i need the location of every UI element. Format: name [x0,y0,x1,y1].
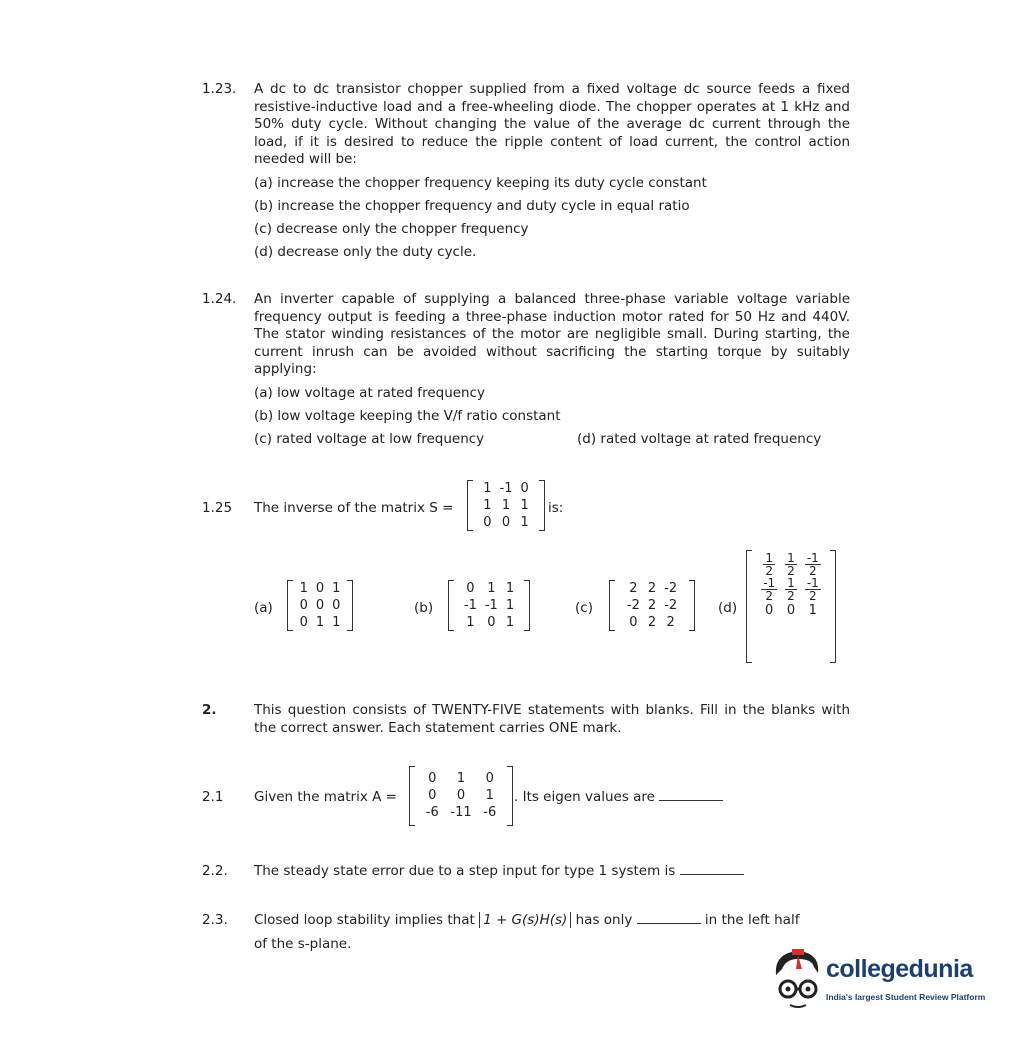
logo-wordmark: collegedunia [826,955,973,983]
section-text: This question consists of TWENTY-FIVE statements with blanks. Fill in the blanks with the correct answer. Each statement carries ONE mark. [254,702,850,736]
answer-blank [680,873,744,875]
question-pre: Closed loop stability implies that [254,912,475,928]
option-c: (c) rated voltage at low frequency [254,431,485,447]
matrix-cell: 2 [647,598,657,613]
matrix-cell: 1 [505,598,515,613]
section-number: 2. [202,702,217,718]
matrix-cell: -2 [664,581,678,596]
matrix-cell: 0 [487,615,496,630]
matrix-cell: 0 [428,788,437,803]
matrix-cell: 1 [332,581,341,596]
option-b: (b) low voltage keeping the V/f ratio constant [254,408,561,424]
matrix-cell: -1 [499,481,513,496]
matrix-cell: 1 [808,603,817,618]
question-number: 1.25 [202,500,233,516]
matrix-cell: -6 [483,805,497,820]
matrix-cell: 2 [666,615,675,630]
matrix-cell: -11 [450,805,472,820]
matrix-cell: 0 [466,581,475,596]
question-number: 1.24. [202,291,237,307]
matrix-cell: 0 [483,515,492,530]
answer-blank [659,799,723,801]
matrix-cell: 0 [332,598,341,613]
question-text: The inverse of the matrix S = [254,500,454,516]
option-d-matrix [746,550,836,663]
matrix-cell: 1 [466,615,475,630]
matrix-cell: 0 [315,581,325,596]
matrix-cell: 1 [520,515,529,530]
matrix-a [409,766,513,826]
question-number: 1.23. [202,81,237,97]
matrix-cell: 0 [765,603,774,618]
option-c: (c) decrease only the chopper frequency [254,221,529,237]
option-a: (a) increase the chopper frequency keeping its duty cycle constant [254,175,707,191]
matrix-cell: $\frac{1}{2}$ [765,551,773,578]
matrix-cell: 1 [456,771,466,786]
option-c-label: (c) [575,600,593,616]
matrix-cell: 0 [315,598,325,613]
matrix-cell: 1 [483,481,492,496]
matrix-cell: $\frac{1}{2}$ [787,576,795,603]
question-sentence: The steady state error due to a step input for type 1 system is [254,863,676,879]
option-a: (a) low voltage at rated frequency [254,385,486,401]
matrix-cell: 0 [501,515,511,530]
matrix-cell: 2 [647,615,657,630]
matrix-cell: -2 [664,598,678,613]
matrix-cell: $\frac{-1}{2}$ [806,551,819,578]
question-line2: of the s-plane. [254,936,352,952]
matrix-cell: 2 [647,581,657,596]
option-b-label: (b) [414,600,434,616]
matrix-s [467,480,545,531]
option-a-label: (a) [254,600,273,616]
question-text [254,912,854,928]
option-d: (d) rated voltage at rated frequency [577,431,822,447]
matrix-cell: $\frac{1}{2}$ [787,551,795,578]
matrix-cell: -1 [463,598,477,613]
matrix-cell: 0 [520,481,529,496]
matrix-cell: 0 [485,771,494,786]
question-text: Given the matrix A = [254,789,397,805]
collegedunia-logo [768,945,993,1015]
option-c-matrix [609,580,695,631]
option-a-matrix [287,580,353,631]
answer-blank [637,922,701,924]
mascot-icon [768,945,828,1013]
matrix-cell: 0 [456,788,466,803]
matrix-cell: 0 [629,615,638,630]
question-number: 2.1 [202,789,224,805]
matrix-cell: 1 [315,615,325,630]
bracket-expression [479,912,571,928]
logo-tagline: India's largest Student Review Platform [826,992,986,1002]
matrix-cell: 2 [629,581,638,596]
matrix-cell: -1 [484,598,498,613]
question-suffix: is: [548,500,564,516]
question-text [254,863,744,879]
matrix-cell: 0 [786,603,796,618]
option-b-matrix [448,580,530,631]
suffix-text: . Its eigen values are [514,789,655,805]
question-suffix [514,789,723,805]
matrix-cell: 1 [487,581,496,596]
matrix-cell: 1 [501,498,511,513]
question-number: 2.3. [202,912,228,928]
option-b: (b) increase the chopper frequency and duty cycle in equal ratio [254,198,690,214]
question-post: in the left half [704,912,800,928]
option-d-label: (d) [718,600,738,616]
matrix-cell: 1 [520,498,529,513]
matrix-cell: 0 [299,598,308,613]
question-text: An inverter capable of supplying a balanced three-phase variable voltage variable frequency output is feeding a three-phase induction motor rated for 50 Hz and 440V. The stator winding resistances of the motor are negligible small. During starting, the current inrush can be avoided without sacrificing the starting torque by suitably applying: [254,291,850,377]
matrix-cell: -6 [425,805,439,820]
matrix-cell: 1 [485,788,494,803]
matrix-cell: 1 [505,581,515,596]
matrix-cell: 0 [299,615,308,630]
matrix-cell: -2 [626,598,640,613]
question-mid: has only [575,912,633,928]
expression-text: 1 + G(s)H(s) [483,912,568,928]
matrix-cell: 0 [428,771,437,786]
matrix-cell: 1 [332,615,341,630]
option-d: (d) decrease only the duty cycle. [254,244,477,260]
matrix-cell: 1 [483,498,492,513]
question-number: 2.2. [202,863,228,879]
matrix-cell: $\frac{-1}{2}$ [806,576,819,603]
matrix-cell: 1 [299,581,308,596]
question-text: A dc to dc transistor chopper supplied from a fixed voltage dc source feeds a fixed resistive-inductive load and a free-wheeling diode. The chopper operates at 1 kHz and 50% duty cycle. Without changing the value of the average dc current through the load, if it is desired to reduce the ripple content of load current, the control action needed will be: [254,81,850,167]
matrix-cell: 1 [505,615,515,630]
matrix-cell: $\frac{-1}{2}$ [763,576,776,603]
